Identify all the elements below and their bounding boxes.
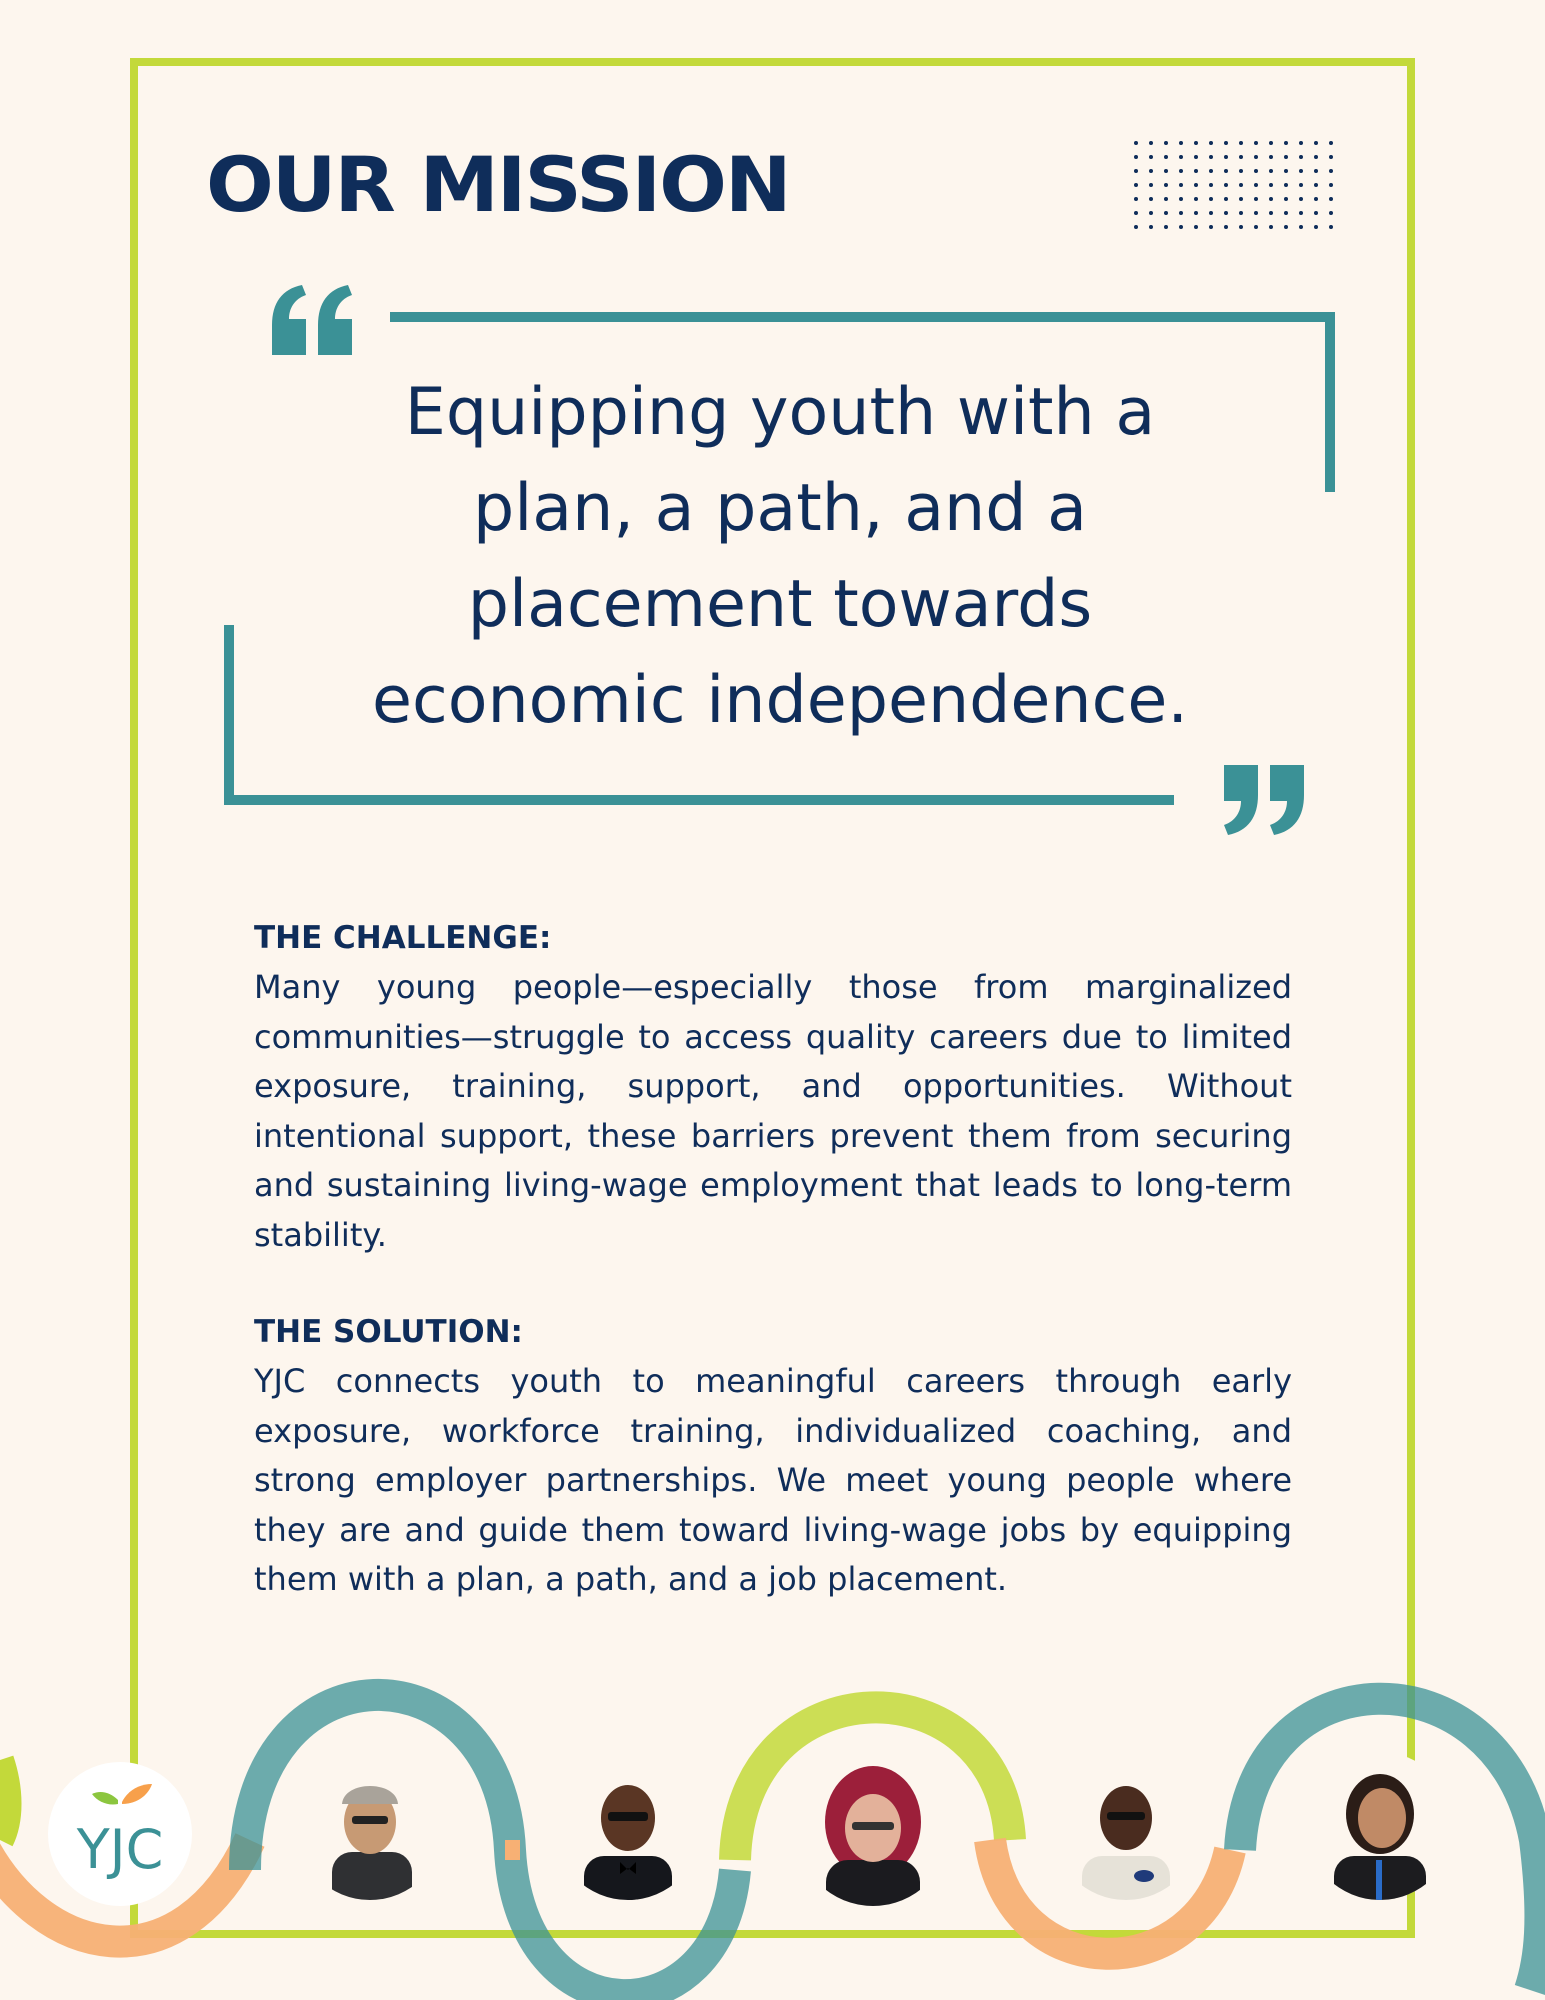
decor-dot bbox=[1179, 197, 1183, 201]
decor-dot bbox=[1134, 183, 1138, 187]
decor-dot bbox=[1284, 169, 1288, 173]
decor-dot bbox=[1239, 183, 1243, 187]
decor-dot bbox=[1194, 155, 1198, 159]
decor-dot bbox=[1179, 211, 1183, 215]
decor-dot bbox=[1269, 155, 1273, 159]
decor-dot bbox=[1239, 197, 1243, 201]
decor-dot bbox=[1314, 183, 1318, 187]
decor-dot bbox=[1284, 211, 1288, 215]
decor-dot bbox=[1164, 155, 1168, 159]
decor-dot bbox=[1149, 141, 1153, 145]
decor-dot bbox=[1314, 169, 1318, 173]
decor-dot bbox=[1329, 169, 1333, 173]
decor-dot bbox=[1329, 155, 1333, 159]
decor-dot bbox=[1314, 197, 1318, 201]
solution-heading: THE SOLUTION: bbox=[254, 1314, 523, 1350]
decor-dot bbox=[1284, 183, 1288, 187]
decor-dot bbox=[1239, 155, 1243, 159]
decor-dot bbox=[1194, 225, 1198, 229]
decor-dot bbox=[1299, 169, 1303, 173]
decor-dot bbox=[1179, 155, 1183, 159]
page-title: OUR MISSION bbox=[206, 140, 790, 229]
participant-photo-1 bbox=[296, 1752, 444, 1900]
yjc-logo-mark bbox=[48, 1762, 192, 1906]
decor-dot bbox=[1149, 155, 1153, 159]
decor-dot bbox=[1329, 141, 1333, 145]
decor-dot bbox=[1314, 211, 1318, 215]
decor-dot bbox=[1209, 155, 1213, 159]
decor-dot bbox=[1194, 197, 1198, 201]
decor-dot bbox=[1179, 169, 1183, 173]
solution-section bbox=[254, 1307, 1292, 1605]
decor-dot bbox=[1134, 141, 1138, 145]
decor-dot bbox=[1269, 141, 1273, 145]
decor-dot bbox=[1194, 183, 1198, 187]
decor-dot bbox=[1314, 155, 1318, 159]
decor-dot bbox=[1329, 183, 1333, 187]
decor-dot bbox=[1239, 225, 1243, 229]
decor-dot bbox=[1224, 225, 1228, 229]
decor-dot bbox=[1134, 197, 1138, 201]
decor-dot bbox=[1179, 183, 1183, 187]
decor-dot bbox=[1314, 141, 1318, 145]
yjc-logo bbox=[48, 1762, 192, 1906]
decor-dot bbox=[1269, 183, 1273, 187]
decor-dot bbox=[1149, 197, 1153, 201]
decor-dot bbox=[1149, 183, 1153, 187]
decor-dot bbox=[1329, 211, 1333, 215]
decor-dot bbox=[1209, 183, 1213, 187]
open-quote-icon bbox=[268, 283, 358, 358]
decor-dot bbox=[1224, 141, 1228, 145]
decor-dot bbox=[1269, 197, 1273, 201]
decor-dot bbox=[1194, 141, 1198, 145]
decor-dot bbox=[1209, 169, 1213, 173]
decor-dot bbox=[1224, 183, 1228, 187]
decor-dot bbox=[1239, 211, 1243, 215]
decor-dot bbox=[1254, 197, 1258, 201]
decor-dot bbox=[1254, 211, 1258, 215]
decor-dot bbox=[1269, 225, 1273, 229]
decor-dot bbox=[1329, 225, 1333, 229]
mission-quote: Equipping youth with a plan, a path, and a placement towards economic independence. bbox=[371, 375, 1189, 738]
decor-dot bbox=[1164, 211, 1168, 215]
decor-dot bbox=[1194, 169, 1198, 173]
decor-dot bbox=[1179, 225, 1183, 229]
decor-dot bbox=[1164, 225, 1168, 229]
decor-dot bbox=[1269, 211, 1273, 215]
decor-dot bbox=[1284, 197, 1288, 201]
decor-dot bbox=[1224, 155, 1228, 159]
solution-body: YJC connects youth to meaningful careers through early exposure, workforce training, individualized coaching, and strong employer partnerships. We meet young people where they are and guide them toward living-wage jobs by equipping them with a plan, a path, and a job placement. bbox=[254, 1362, 1292, 1598]
decor-dot bbox=[1224, 211, 1228, 215]
challenge-section bbox=[254, 913, 1292, 1260]
decor-dot bbox=[1299, 155, 1303, 159]
decor-dot bbox=[1164, 169, 1168, 173]
decor-dot bbox=[1209, 141, 1213, 145]
decor-dot bbox=[1134, 211, 1138, 215]
decor-dot bbox=[1254, 225, 1258, 229]
participant-photo-2 bbox=[554, 1752, 702, 1900]
decor-dot bbox=[1209, 197, 1213, 201]
decor-dot bbox=[1314, 225, 1318, 229]
decor-dot bbox=[1164, 183, 1168, 187]
decor-dot bbox=[1149, 225, 1153, 229]
decor-dot bbox=[1284, 225, 1288, 229]
decor-dot bbox=[1254, 169, 1258, 173]
logo-text: YJC bbox=[76, 1818, 164, 1881]
decor-dot bbox=[1254, 155, 1258, 159]
decor-dot bbox=[1164, 141, 1168, 145]
challenge-heading: THE CHALLENGE: bbox=[254, 920, 552, 956]
decor-dot bbox=[1179, 141, 1183, 145]
challenge-body: Many young people—especially those from marginalized communities—struggle to access quality careers due to limited exposure, training, support, and opportunities. Without intentional support, these barriers prevent them from securing and sustaining living-wage employment that leads to long-term stability. bbox=[254, 968, 1292, 1254]
decor-dot bbox=[1149, 169, 1153, 173]
participant-photo-5 bbox=[1306, 1752, 1454, 1900]
decor-dot bbox=[1299, 211, 1303, 215]
decor-dot bbox=[1299, 141, 1303, 145]
decor-dot bbox=[1254, 183, 1258, 187]
decor-dot bbox=[1269, 169, 1273, 173]
decor-dot bbox=[1224, 197, 1228, 201]
decor-dot bbox=[1209, 211, 1213, 215]
decor-dot bbox=[1239, 141, 1243, 145]
decor-dot bbox=[1329, 197, 1333, 201]
participant-photo-4 bbox=[1052, 1752, 1200, 1900]
decor-dot bbox=[1149, 211, 1153, 215]
decor-dot bbox=[1299, 225, 1303, 229]
close-quote-icon bbox=[1218, 762, 1308, 837]
decor-dot bbox=[1209, 225, 1213, 229]
decor-dot bbox=[1239, 169, 1243, 173]
decor-dot bbox=[1299, 183, 1303, 187]
dot-grid-decoration bbox=[1132, 139, 1342, 234]
decor-dot bbox=[1284, 155, 1288, 159]
decor-dot bbox=[1284, 141, 1288, 145]
decor-dot bbox=[1299, 197, 1303, 201]
decor-dot bbox=[1134, 169, 1138, 173]
decor-dot bbox=[1134, 155, 1138, 159]
decor-dot bbox=[1134, 225, 1138, 229]
decor-dot bbox=[1254, 141, 1258, 145]
decor-dot bbox=[1194, 211, 1198, 215]
decor-dot bbox=[1224, 169, 1228, 173]
participant-photo-3 bbox=[796, 1752, 950, 1906]
decor-dot bbox=[1164, 197, 1168, 201]
